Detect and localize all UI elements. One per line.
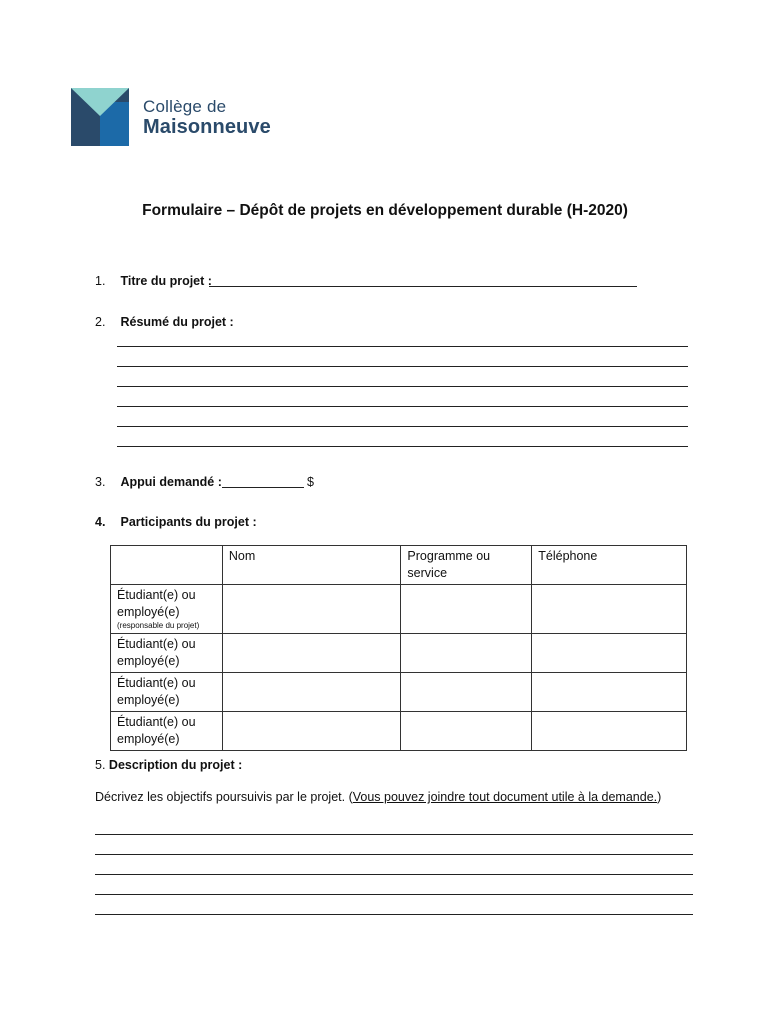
description-instruction-close: ) (657, 790, 662, 804)
question-4-number: 4. (95, 515, 106, 529)
role-label: Étudiant(e) ou employé(e) (117, 715, 196, 746)
question-4 (95, 515, 257, 529)
question-1-number: 1. (95, 274, 106, 288)
question-3-number: 3. (95, 475, 106, 489)
description-instruction-text: Décrivez les objectifs poursuivis par le projet. ( (95, 790, 353, 804)
role-cell (111, 712, 223, 751)
question-5 (95, 758, 242, 772)
question-3-label: Appui demandé : (120, 475, 222, 489)
summary-input-line[interactable] (117, 426, 688, 427)
description-input-line[interactable] (95, 914, 693, 915)
table-header-cell: Nom (222, 546, 401, 585)
program-cell[interactable] (401, 634, 532, 673)
question-1 (95, 274, 212, 288)
phone-cell[interactable] (532, 634, 687, 673)
program-cell[interactable] (401, 712, 532, 751)
name-cell[interactable] (222, 673, 401, 712)
table-header-cell: Programme ou service (401, 546, 532, 585)
description-input-line[interactable] (95, 894, 693, 895)
question-1-label: Titre du projet : (120, 274, 212, 288)
role-cell (111, 673, 223, 712)
college-logo-mark-icon (71, 88, 129, 146)
form-title: Formulaire – Dépôt de projets en développement durable (H-2020) (142, 202, 628, 219)
summary-input-line[interactable] (117, 346, 688, 347)
support-amount-input-line[interactable] (222, 487, 304, 488)
question-5-number: 5. (95, 758, 106, 772)
participants-table (110, 545, 687, 751)
program-cell[interactable] (401, 673, 532, 712)
name-cell[interactable] (222, 712, 401, 751)
title-input-line[interactable] (209, 286, 637, 287)
role-cell (111, 634, 223, 673)
phone-cell[interactable] (532, 712, 687, 751)
table-header-row (111, 546, 687, 585)
summary-input-line[interactable] (117, 386, 688, 387)
role-label: Étudiant(e) ou employé(e) (117, 676, 196, 707)
logo-text-line2: Maisonneuve (143, 116, 271, 138)
logo-text-line1: Collège de (143, 97, 227, 116)
college-logo (71, 88, 281, 148)
program-cell[interactable] (401, 585, 532, 634)
question-2-number: 2. (95, 315, 106, 329)
name-cell[interactable] (222, 634, 401, 673)
table-row (111, 712, 687, 751)
phone-cell[interactable] (532, 585, 687, 634)
phone-cell[interactable] (532, 673, 687, 712)
description-instruction (95, 790, 661, 804)
table-row (111, 634, 687, 673)
description-input-line[interactable] (95, 854, 693, 855)
question-3 (95, 475, 222, 489)
role-cell (111, 585, 223, 634)
role-note: (responsable du projet) (117, 621, 200, 630)
summary-input-line[interactable] (117, 366, 688, 367)
description-input-line[interactable] (95, 874, 693, 875)
table-header-cell (111, 546, 223, 585)
summary-input-line[interactable] (117, 446, 688, 447)
role-label: Étudiant(e) ou employé(e) (117, 588, 196, 619)
currency-symbol: $ (307, 475, 314, 489)
question-2-label: Résumé du projet : (120, 315, 234, 329)
table-row (111, 585, 687, 634)
role-label: Étudiant(e) ou employé(e) (117, 637, 196, 668)
question-5-label: Description du projet : (108, 758, 243, 772)
name-cell[interactable] (222, 585, 401, 634)
table-header-cell: Téléphone (532, 546, 687, 585)
attach-document-note: Vous pouvez joindre tout document utile à la demande. (352, 790, 658, 804)
description-input-line[interactable] (95, 834, 693, 835)
question-4-label: Participants du projet : (120, 515, 257, 529)
table-row (111, 673, 687, 712)
question-2 (95, 315, 234, 329)
summary-input-line[interactable] (117, 406, 688, 407)
